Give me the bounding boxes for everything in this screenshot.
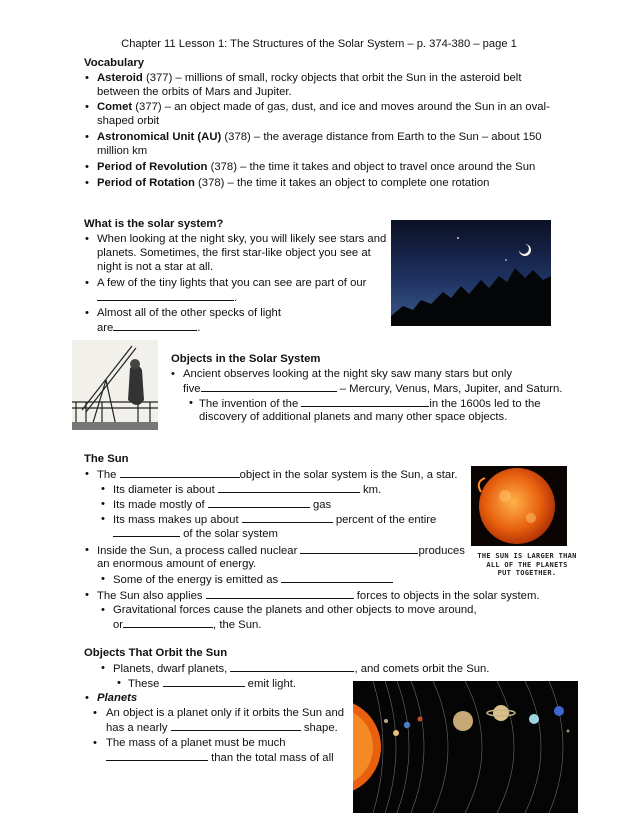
caption-line: ALL OF THE PLANETS <box>486 560 568 569</box>
bullet: • <box>85 177 89 189</box>
objects-b1-l2 <box>183 381 562 396</box>
bullet: • <box>85 692 89 704</box>
vocab-asteroid-cont: between the orbits of Mars and Jupiter. <box>97 86 292 98</box>
bullet: • <box>171 368 175 380</box>
period: . <box>234 292 238 304</box>
bullet: • <box>101 662 105 674</box>
vocab-comet-cont: shaped orbit <box>97 115 160 127</box>
vocab-comet <box>97 100 550 114</box>
sun-b3 <box>97 588 540 603</box>
solar-b1-l1: When looking at the night sky, you will likely see stars and <box>97 233 387 245</box>
bullet: • <box>101 498 105 510</box>
text: Its diameter is about <box>113 484 218 496</box>
planets-heading: Planets <box>97 692 138 704</box>
term-comet: Comet <box>97 101 133 113</box>
text: percent of the entire <box>332 514 437 526</box>
solar-b2-l2 <box>97 290 237 305</box>
orbit-b1 <box>113 661 489 676</box>
fill-blank[interactable] <box>230 661 354 672</box>
five-text: five <box>183 383 201 395</box>
fill-blank[interactable] <box>120 467 240 478</box>
bullet: • <box>85 72 89 84</box>
sun-b2-cont: an enormous amount of energy. <box>97 558 257 570</box>
sun-s2 <box>113 497 331 512</box>
fill-blank[interactable] <box>123 617 213 628</box>
text: or <box>113 619 124 631</box>
objects-b1-l1: Ancient observes looking at the night sky saw many stars but only <box>183 368 513 380</box>
bullet: • <box>85 233 89 245</box>
sun-s1 <box>113 482 381 497</box>
text: Inside the Sun, a process called nuclear <box>97 545 301 557</box>
telescope-engraving <box>72 340 158 430</box>
def-rotation: (378) – the time it takes an object to complete one rotation <box>194 177 490 189</box>
text: than the total mass of all <box>208 752 334 764</box>
fill-blank[interactable] <box>163 676 245 687</box>
bullet: • <box>85 101 89 113</box>
bullet: • <box>117 677 121 689</box>
bullet: • <box>93 707 97 719</box>
text: object in the solar system is the Sun, a star. <box>239 469 458 481</box>
def-asteroid: (377) – millions of small, rocky objects that orbit the Sun in the asteroid belt <box>142 72 522 84</box>
objects-s1-l2: discovery of additional planets and many other space objects. <box>199 411 508 423</box>
bullet: • <box>101 573 105 585</box>
sun-s3 <box>113 512 436 527</box>
solar-b3-l2 <box>97 320 200 335</box>
caption-line: PUT TOGETHER. <box>497 569 557 577</box>
term-au: Astronomical Unit (AU) <box>97 131 222 143</box>
sun-s5: Gravitational forces cause the planets and other objects to move around, <box>113 604 477 616</box>
text: shape. <box>300 722 338 734</box>
solar-heading: What is the solar system? <box>84 218 224 230</box>
are-text: are <box>97 322 114 334</box>
solar-b3-l1: Almost all of the other specks of light <box>97 307 281 319</box>
planets-p2-l2 <box>106 750 334 765</box>
bullet: • <box>93 737 97 749</box>
sun-b2 <box>97 543 465 558</box>
text: Some of the energy is emitted as <box>113 574 282 586</box>
solar-system-photo <box>353 681 578 813</box>
sun-s5-cont <box>113 617 261 632</box>
bullet: • <box>85 131 89 143</box>
solar-b2-l1: A few of the tiny lights that you can see are part of our <box>97 277 367 289</box>
sun-photo <box>471 466 567 546</box>
text: Its mass makes up about <box>113 514 242 526</box>
night-sky-photo <box>391 220 551 326</box>
invention-text: The invention of the <box>199 398 302 410</box>
fill-blank[interactable] <box>206 588 354 599</box>
period: . <box>197 322 201 334</box>
bullet: • <box>85 468 89 480</box>
term-revolution: Period of Revolution <box>97 161 208 173</box>
fill-blank[interactable] <box>218 482 360 493</box>
vocab-revolution <box>97 160 535 174</box>
bullet: • <box>85 589 89 601</box>
term-rotation: Period of Rotation <box>97 177 195 189</box>
bullet: • <box>101 483 105 495</box>
fill-blank[interactable] <box>171 720 301 731</box>
text: These <box>128 678 163 690</box>
objects-s1-l1 <box>199 396 541 411</box>
fill-blank[interactable] <box>113 320 197 331</box>
vocab-rotation <box>97 176 489 190</box>
fill-blank[interactable] <box>301 396 429 407</box>
text: Its made mostly of <box>113 499 208 511</box>
solar-b1-l3: night is not a star at all. <box>97 261 214 273</box>
fill-blank[interactable] <box>242 512 333 523</box>
text: Planets, dwarf planets, <box>113 663 231 675</box>
planets-list: – Mercury, Venus, Mars, Jupiter, and Saturn. <box>336 383 563 395</box>
text: has a nearly <box>106 722 171 734</box>
text: The Sun also applies <box>97 590 206 602</box>
text: of the solar system <box>180 528 278 540</box>
text: gas <box>309 499 332 511</box>
fill-blank[interactable] <box>281 572 393 583</box>
bullet: • <box>189 397 193 409</box>
solar-b1-l2: planets. Sometimes, the first star-like object you see at <box>97 247 371 259</box>
vocab-asteroid <box>97 71 521 85</box>
sun-s4 <box>113 572 393 587</box>
vocab-au <box>97 130 542 144</box>
text: The <box>97 469 120 481</box>
page-header: Chapter 11 Lesson 1: The Structures of the Solar System – p. 374-380 – page 1 <box>121 38 517 50</box>
text: km. <box>359 484 382 496</box>
fill-blank[interactable] <box>106 750 208 761</box>
caption-line: THE SUN IS LARGER THAN <box>477 552 577 560</box>
fill-blank[interactable] <box>300 543 418 554</box>
text: produces <box>418 545 465 557</box>
vocab-heading: Vocabulary <box>84 57 145 69</box>
sun-caption <box>471 552 583 578</box>
text: , the Sun. <box>213 619 262 631</box>
vocab-au-cont: million km <box>97 145 148 157</box>
planets-p2-l1: The mass of a planet must be much <box>106 737 286 749</box>
bullet: • <box>101 513 105 525</box>
fill-blank[interactable] <box>201 381 337 392</box>
objects-heading: Objects in the Solar System <box>171 353 321 365</box>
sun-b1 <box>97 467 458 482</box>
planets-p1-l1: An object is a planet only if it orbits the Sun and <box>106 707 345 719</box>
bullet: • <box>85 277 89 289</box>
planets-p1-l2 <box>106 720 338 735</box>
bullet: • <box>85 544 89 556</box>
fill-blank[interactable] <box>208 497 310 508</box>
def-comet: (377) – an object made of gas, dust, and ice and moves around the Sun in an oval- <box>132 101 550 113</box>
text: , and comets orbit the Sun. <box>354 663 490 675</box>
def-au: (378) – the average distance from Earth to the Sun – about 150 <box>221 131 542 143</box>
bullet: • <box>101 604 105 616</box>
def-revolution: (378) – the time it takes and object to travel once around the Sun <box>207 161 536 173</box>
bullet: • <box>85 161 89 173</box>
fill-blank[interactable] <box>97 290 234 301</box>
sun-heading: The Sun <box>84 453 129 465</box>
orbit-s1 <box>128 676 296 691</box>
invention-cont: in the 1600s led to the <box>429 398 541 410</box>
orbit-heading: Objects That Orbit the Sun <box>84 647 228 659</box>
bullet: • <box>85 307 89 319</box>
text: emit light. <box>244 678 297 690</box>
sun-s3-cont <box>113 526 278 541</box>
fill-blank[interactable] <box>113 526 180 537</box>
term-asteroid: Asteroid <box>97 72 143 84</box>
text: forces to objects in the solar system. <box>353 590 540 602</box>
